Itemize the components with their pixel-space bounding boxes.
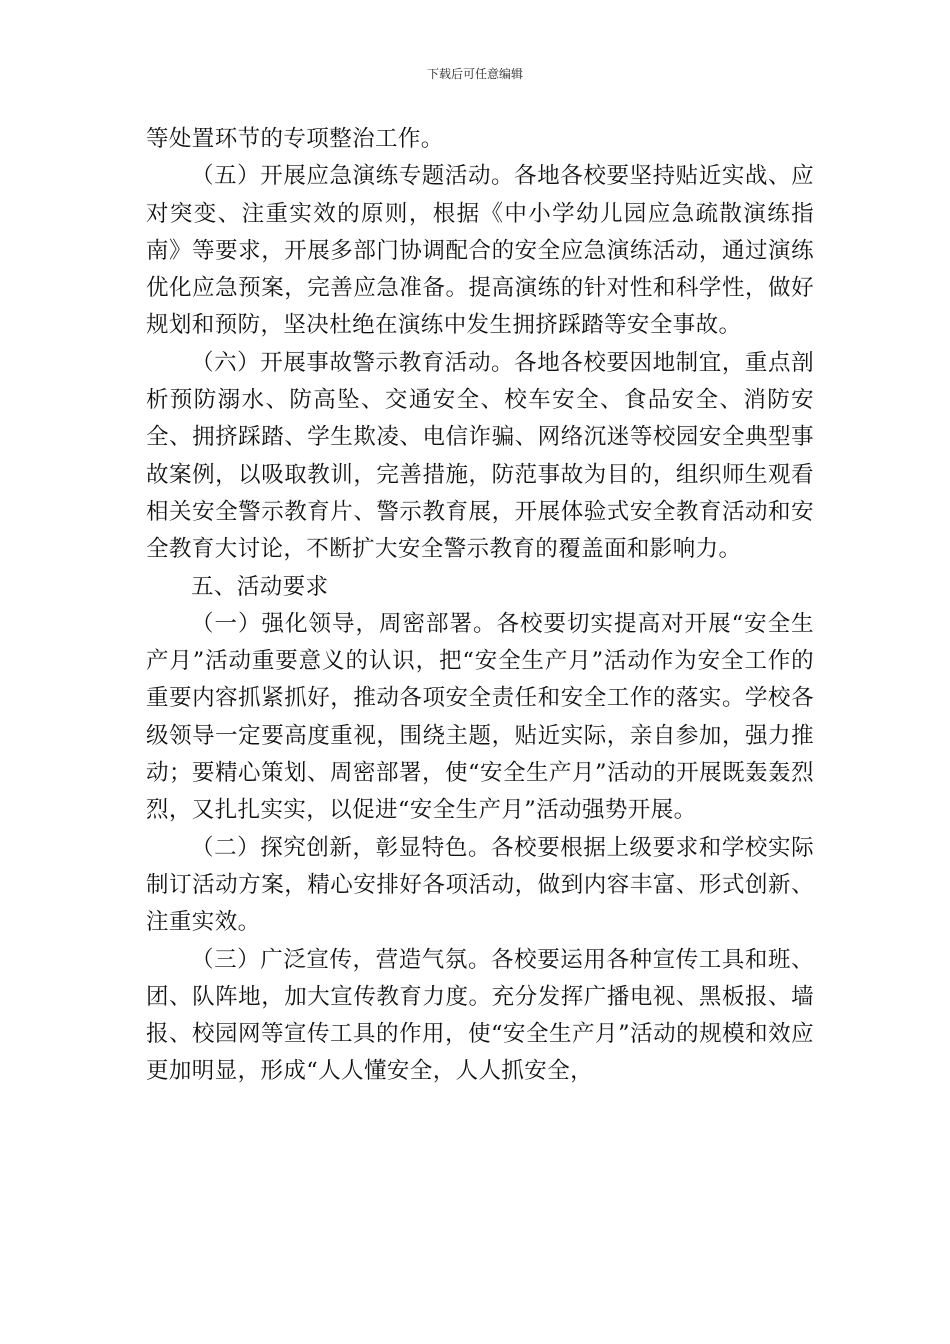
document-body	[146, 121, 814, 1091]
paragraph-continuation: 等处置环节的专项整治工作。	[146, 126, 444, 152]
page-header-note: 下载后可任意编辑	[426, 67, 523, 81]
section-heading-requirements: 五、活动要求	[191, 573, 329, 600]
paragraph-emergency-drill: （五）开展应急演练专题活动。各地各校要坚持贴近实战、应对突变、注重实效的原则，根据《中小学幼儿园应急疏散演练指南》等要求，开展多部门协调配合的安全应急演练活动，通过演练优化应急预案，完善应急准备。提高演练的针对性和科学性，做好规划和预防，坚决杜绝在演练中发生拥挤踩踏等安全事故。	[146, 163, 814, 339]
paragraph-innovation: （二）探究创新，彰显特色。各校要根据上级要求和学校实际制订活动方案，精心安排好各项活动，做到内容丰富、形式创新、注重实效。	[146, 834, 814, 936]
paragraph-accident-warning: （六）开展事故警示教育活动。各地各校要因地制宜，重点剖析预防溺水、防高坠、交通安全、校车安全、食品安全、消防安全、拥挤踩踏、学生欺凌、电信诈骗、网络沉迷等校园安全典型事故案例，以吸取教训，完善措施，防范事故为目的，组织师生观看相关安全警示教育片、警示教育展，开展体验式安全教育活动和安全教育大讨论，不断扩大安全警示教育的覆盖面和影响力。	[146, 349, 814, 563]
paragraph-publicity: （三）广泛宣传，营造气氛。各校要运用各种宣传工具和班、团、队阵地，加大宣传教育力度。充分发挥广播电视、黑板报、墙报、校园网等宣传工具的作用，使“安全生产月”活动的规模和效应更加明显，形成“人人懂安全，人人抓安全，	[146, 946, 814, 1085]
paragraph-leadership: （一）强化领导，周密部署。各校要切实提高对开展“安全生产月”活动重要意义的认识，把“安全生产月”活动作为安全工作的重要内容抓紧抓好，推动各项安全责任和安全工作的落实。学校各级领导一定要高度重视，围绕主题，贴近实际，亲自参加，强力推动；要精心策划、周密部署，使“安全生产月”活动的开展既轰轰烈烈，又扎扎实实，以促进“安全生产月”活动强势开展。	[146, 610, 814, 824]
